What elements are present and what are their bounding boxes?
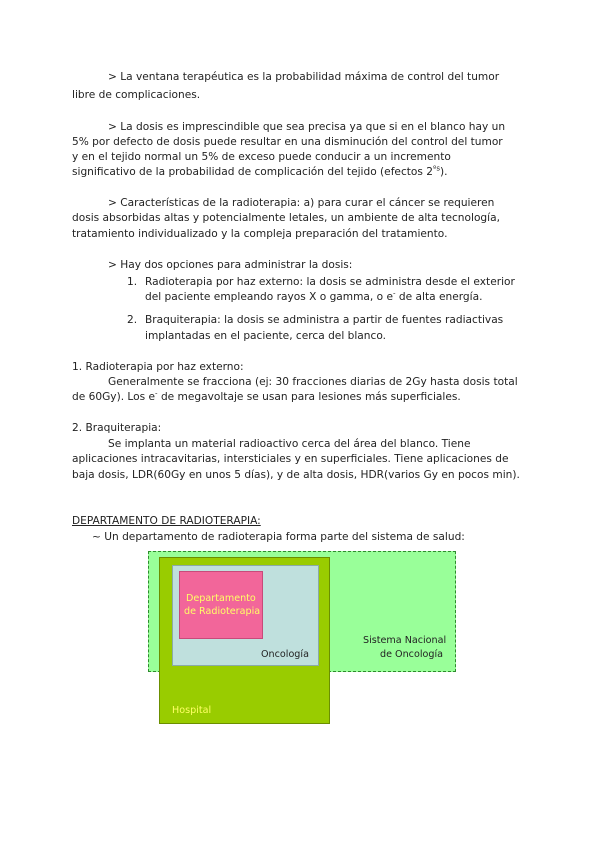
list-item-1-line-1: Radioterapia por haz externo: la dosis se administra desde el exterior	[145, 276, 515, 288]
section-1-title: 1. Radioterapia por haz externo:	[72, 361, 244, 373]
section-2-line-2: aplicaciones intracavitarias, intersticiales y en superficiales. Tiene aplicaciones de	[72, 453, 509, 465]
p4-intro: > Hay dos opciones para administrar la dosis:	[108, 259, 353, 271]
departamento-label-line-1: Departamento	[186, 593, 256, 604]
p1-line-2: libre de complicaciones.	[72, 89, 201, 101]
list-item-1-line-2-text: del paciente empleando rayos X o gamma, o e	[145, 291, 394, 303]
p2-line-1: > La dosis es imprescindible que sea precisa ya que si en el blanco hay un	[108, 121, 506, 133]
p2-line-3: y en el tejido normal un 5% de exceso puede conducir a un incremento	[72, 151, 451, 163]
sistema-nacional-label-line-2: de Oncología	[380, 649, 443, 660]
departamento-label-line-2: de Radioterapia	[184, 606, 261, 617]
p2-line-4-text: significativo de la probabilidad de complicación del tejido (efectos 2	[72, 166, 434, 178]
p2-line-2: 5% por defecto de dosis puede resultar en una disminución del control del tumor	[72, 136, 503, 148]
list-item-1-tail: de alta energía.	[395, 291, 483, 303]
section-2-title: 2. Braquiterapia:	[72, 422, 162, 434]
section-1-superscript: -	[155, 389, 158, 398]
department-heading: DEPARTAMENTO DE RADIOTERAPIA:	[72, 515, 261, 527]
section-1-line-2-text: de 60Gy). Los e	[72, 391, 156, 403]
p3-line-3: tratamiento individualizado y la compleja preparación del tratamiento.	[72, 228, 448, 240]
department-intro: ~ Un departamento de radioterapia forma parte del sistema de salud:	[92, 531, 465, 543]
section-1-tail: de megavoltaje se usan para lesiones más superficiales.	[157, 391, 461, 403]
p3-line-1: > Características de la radioterapia: a) para curar el cáncer se requieren	[108, 197, 495, 209]
list-item-1-number: 1.	[127, 276, 138, 288]
section-1-line-1: Generalmente se fracciona (ej: 30 fracciones diarias de 2Gy hasta dosis total	[108, 376, 518, 388]
section-2-line-1: Se implanta un material radioactivo cerca del área del blanco. Tiene	[108, 438, 471, 450]
p2-line-4-tail: ).	[439, 166, 448, 178]
oncologia-label: Oncología	[261, 649, 309, 660]
list-item-2-line-2: implantadas en el paciente, cerca del blanco.	[145, 330, 386, 342]
list-item-1-superscript: -	[393, 289, 396, 298]
p1-line-1: > La ventana terapéutica es la probabilidad máxima de control del tumor	[108, 71, 500, 83]
p3-line-2: dosis absorbidas altas y potencialmente letales, un ambiente de alta tecnología,	[72, 212, 500, 224]
list-item-2-number: 2.	[127, 314, 138, 326]
hospital-label: Hospital	[172, 705, 212, 716]
departamento-box	[179, 571, 263, 639]
sistema-nacional-label-line-1: Sistema Nacional	[363, 635, 447, 646]
section-2-line-3: baja dosis, LDR(60Gy en unos 5 días), y de alta dosis, HDR(varios Gy en pocos min).	[72, 469, 520, 481]
list-item-2-line-1: Braquiterapia: la dosis se administra a partir de fuentes radiactivas	[145, 314, 504, 326]
p2-superscript: ºs	[433, 164, 440, 173]
